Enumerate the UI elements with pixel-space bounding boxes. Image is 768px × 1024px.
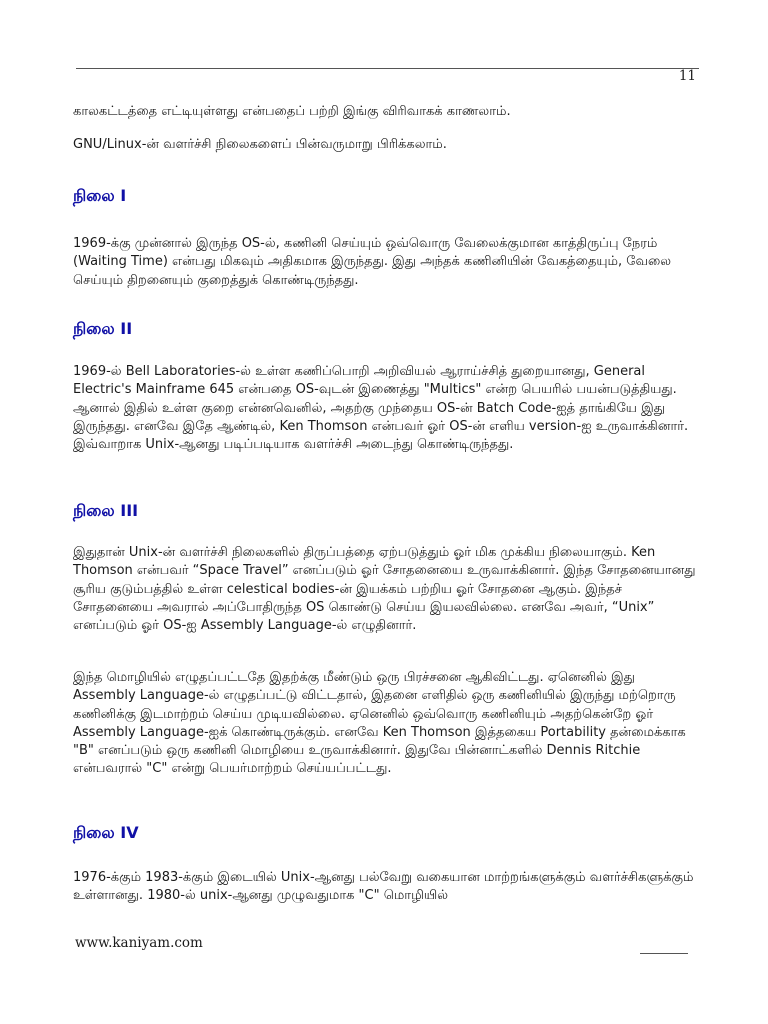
stage-2-paragraph: 1969-ல் Bell Laboratories-ல் உள்ள கணிப்பொறி அறிவியல் ஆராய்ச்சித் துறையானது, General Electric's Mainframe 645 என்பதை OS-வுடன் இணைத்து "Multics" என்ற பெயரில் பயன்படுத்தியது. ஆனால் இதில் உள்ள குறை என்னவெனில், அதற்கு முந்தைய OS-ன் Batch Code-ஐத் தாங்கியே இது இருந்தது. எனவே இதே ஆண்டில், Ken Thomson என்பவர் ஓர் OS-ன் எளிய version-ஐ உருவாக்கினார். இவ்வாறாக Unix-ஆனது படிப்படியாக வளர்ச்சி அடைந்து கொண்டிருந்தது.: [73, 364, 689, 453]
section-heading-stage-4: நிலை IV: [73, 823, 139, 842]
stage-1-paragraph: 1969-க்கு முன்னால் இருந்த OS-ல், கணினி செய்யும் ஒவ்வொரு வேலைக்குமான காத்திருப்பு நேரம் (Waiting Time) என்பது மிகவும் அதிகமாக இருந்தது. இது அந்தக் கணினியின் வேகத்தையும், வேலை செய்யும் திறனையும் குறைத்துக் கொண்டிருந்தது.: [73, 236, 672, 288]
stage-4-paragraph: 1976-க்கும் 1983-க்கும் இடையில் Unix-ஆனது பல்வேறு வகையான மாற்றங்களுக்கும் வளர்ச்சிகளுக்கும் உள்ளானது. 1980-ல் unix-ஆனது முழுவதுமாக "C" மொழியில்: [73, 870, 694, 904]
section-heading-stage-2: நிலை II: [73, 319, 133, 338]
section-heading-stage-1: நிலை I: [73, 186, 127, 205]
page-number: 11: [678, 68, 696, 84]
stage-3-paragraph-1: இதுதான் Unix-ன் வளர்ச்சி நிலைகளில் திருப்பத்தை ஏற்படுத்தும் ஓர் மிக முக்கிய நிலையாகும். Ken Thomson என்பவர் “Space Travel” எனப்படும் ஓர் சோதனையை உருவாக்கினார். இந்த சோதனையானது சூரிய குடும்பத்தில் உள்ள celestical bodies-ன் இயக்கம் பற்றிய ஓர் சோதனை ஆகும். இந்தச் சோதனையை அவரால் அப்போதிருந்த OS கொண்டு செய்ய இயலவில்லை. எனவே அவர், “Unix” எனப்படும் ஓர் OS-ஐ Assembly Language-ல் எழுதினார்.: [73, 545, 696, 634]
intro-line: காலகட்டத்தை எட்டியுள்ளது என்பதைப் பற்றி இங்கு விரிவாகக் காணலாம்.: [73, 104, 511, 119]
footer-rule: [640, 953, 688, 954]
stage-3-paragraph-2: இந்த மொழியில் எழுதப்பட்டதே இதற்க்கு மீண்டும் ஒரு பிரச்சனை ஆகிவிட்டது. ஏனெனில் இது Assembly Language-ல் எழுதப்பட்டு விட்டதால், இதனை எளிதில் ஒரு கணினியில் இருந்து மற்றொரு கணினிக்கு இடமாற்றம் செய்ய முடியவில்லை. ஏனெனில் ஒவ்வொரு கணினியும் அதற்கென்றே ஓர் Assembly Language-ஐக் கொண்டிருக்கும். எனவே Ken Thomson இத்தகைய Portability தன்மைக்காக "B" எனப்படும் ஒரு கணினி மொழியை உருவாக்கினார். இதுவே பின்னாட்களில் Dennis Ritchie என்பவரால் "C" என்று பெயர்மாற்றம் செய்யப்பட்டது.: [73, 670, 686, 777]
section-heading-stage-3: நிலை III: [73, 501, 139, 520]
header-rule: [76, 68, 699, 69]
stages-intro: GNU/Linux-ன் வளர்ச்சி நிலைகளைப் பின்வருமாறு பிரிக்கலாம்.: [73, 137, 447, 152]
footer-website-link[interactable]: www.kaniyam.com: [75, 935, 203, 951]
